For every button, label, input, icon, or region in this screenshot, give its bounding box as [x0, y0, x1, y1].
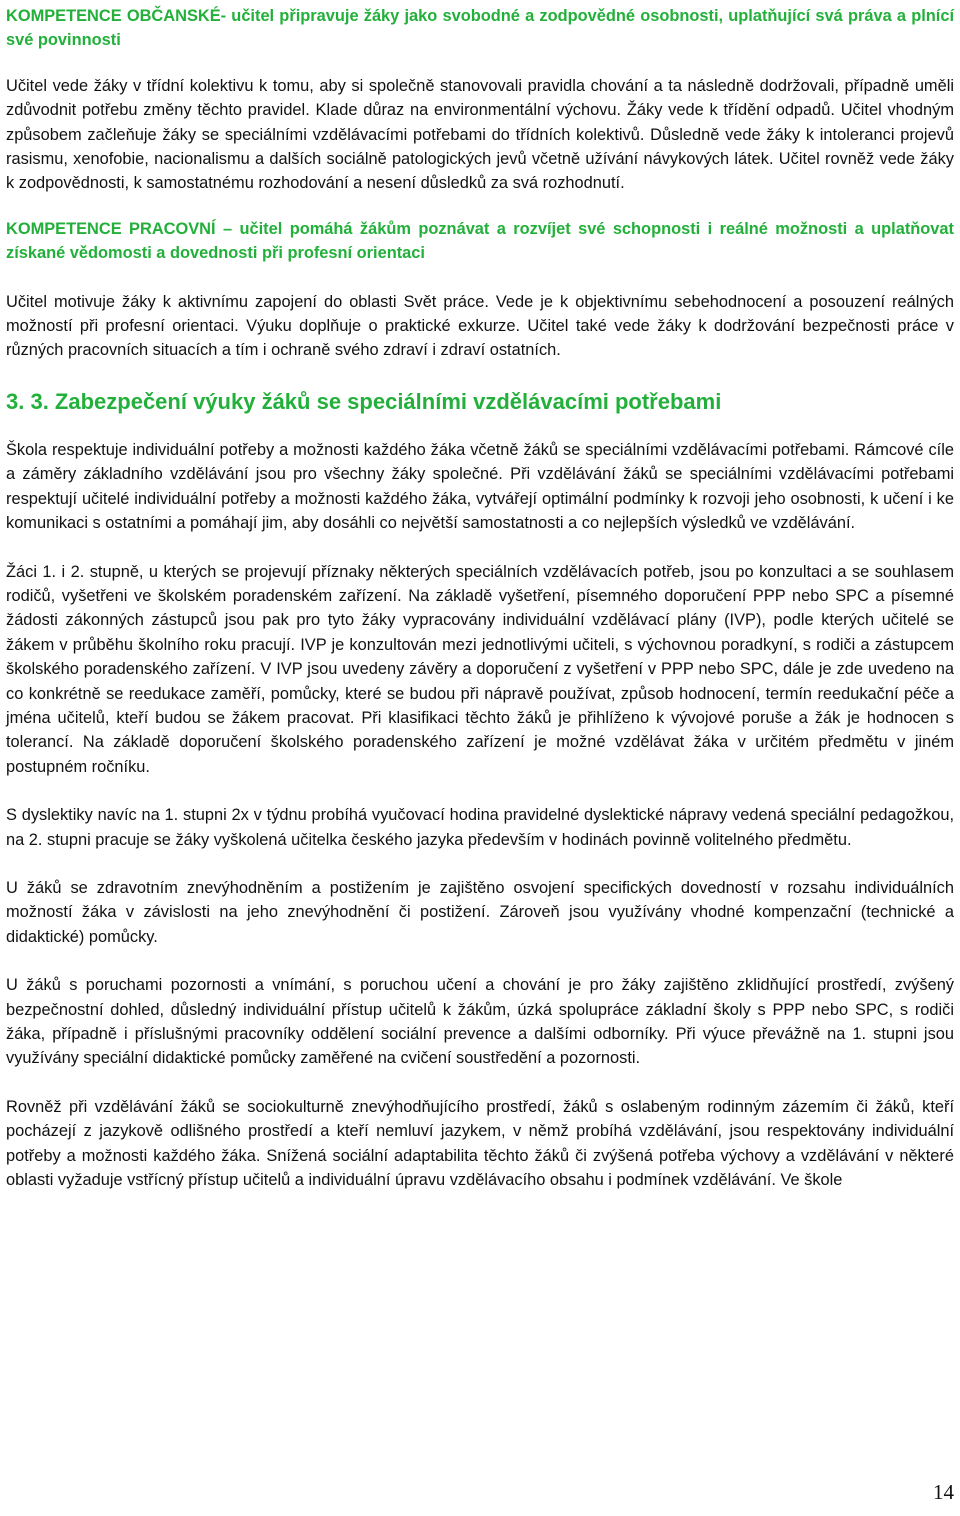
paragraph: U žáků s poruchami pozornosti a vnímání, s poruchou učení a chování je pro žáky zajištěno zklidňující prostředí, zvýšený bezpečnostní dohled, důsledný individuální přístup učitelů k žákům, úzká spolupráce základní školy s PPP nebo SPC, s rodiči žáka, případně i příslušnými pracovníky oddělení sociální prevence a dalšími odborníky. Při výuce převážně na 1. stupni jsou využívány speciální didaktické pomůcky zaměřené na cvičení soustředění a pozornosti.	[6, 976, 954, 1068]
paragraph: Škola respektuje individuální potřeby a možnosti každého žáka včetně žáků se speciálními vzdělávacími potřebami. Rámcové cíle a záměry základního vzdělávání jsou pro všechny žáky společné. Při vzdělávání žáků se speciálními vzdělávacími potřebami respektují učitelé individuální potřeby a možnosti každého žáka, vytvářejí optimální podmínky k rozvoji jeho osobnosti, k učení i ke komunikaci s ostatními a pomáhají jim, aby dosáhli co největší samostatnosti a co nejlepších výsledků ve vzdělávání.	[6, 440, 954, 533]
kompetence-obcanske-text: Učitel vede žáky v třídní kolektivu k tomu, aby si společně stanovovali pravidla chování a ta následně dodržovali, případně uměli zdůvodnit potřebu změny těchto pravidel. Klade důraz na environmentální výchovu. Žáky vede k třídění odpadů. Učitel vhodným způsobem začleňuje žáky se speciálními vzdělávacími potřebami do třídních kolektivů. Důsledně vede žáky k intoleranci projevů rasismu, xenofobie, nacionalismu a dalších sociálně patologických jevů včetně užívání návykových látek. Učitel rovněž vede žáky k zodpovědnosti, k samostatnému rozhodování a nesení důsledků za svá rozhodnutí.	[6, 76, 954, 193]
kompetence-pracovni-text: Učitel motivuje žáky k aktivnímu zapojení do oblasti Svět práce. Vede je k objektivnímu sebehodnocení a posouzení reálných možností při profesní orientaci. Výuku doplňuje o praktické exkurze. Učitel také vede žáky k dodržování bezpečnosti práce v různých pracovních situacích a tím i ochraně svého zdraví i zdraví ostatních.	[6, 292, 954, 360]
document-page	[6, 4, 954, 1192]
paragraph: Žáci 1. i 2. stupně, u kterých se projevují příznaky některých speciálních vzdělávacích potřeb, jsou po konzultaci a se souhlasem rodičů, vyšetřeni ve školském poradenském zařízení. Na základě vyšetření, písemného doporučení PPP nebo SPC a písemné žádosti zákonných zástupců jsou pak pro tyto žáky vypracovány individuální vzdělávací plány (IVP), podle kterých učitelé se žákem v průběhu školního roku pracují. IVP je konzultován mezi jednotlivými učiteli, s výchovnou poradkyní, s rodiči a zástupcem školského poradenského zařízení. V IVP jsou uvedeny závěry a doporučení z vyšetření v PPP nebo SPC, dále je zde uvedeno na co konkrétně se reedukace zaměří, pomůcky, které se budou při nápravě používat, způsob hodnocení, termín reedukační péče a jména učitelů, kteří budou se žákem pracovat. Při klasifikaci těchto žáků je přihlíženo k vývojové poruše a žák je hodnocen s tolerancí. Na základě doporučení školského poradenského zařízení je možné vzdělávat žáka v určitém předmětu v jiném postupném ročníku.	[6, 562, 954, 776]
paragraph: U žáků se zdravotním znevýhodněním a postižením je zajištěno osvojení specifických dovedností v rozsahu individuálních možností žáka v závislosti na jeho znevýhodnění či postižení. Zároveň jsou využívány vhodné kompenzační (technické a didaktické) pomůcky.	[6, 878, 954, 946]
section-title: 3. 3. Zabezpečení výuky žáků se speciálními vzdělávacími potřebami	[6, 388, 722, 414]
page-number: 14	[933, 1480, 954, 1504]
kompetence-pracovni-heading: KOMPETENCE PRACOVNÍ – učitel pomáhá žákům poznávat a rozvíjet své schopnosti i reálné možnosti a uplatňovat získané vědomosti a dovednosti při profesní orientaci	[6, 219, 954, 263]
kompetence-obcanske-heading: KOMPETENCE OBČANSKÉ- učitel připravuje žáky jako svobodné a zodpovědné osobnosti, uplatňující svá práva a plnící své povinnosti	[6, 7, 954, 50]
paragraph: S dyslektiky navíc na 1. stupni 2x v týdnu probíhá vyučovací hodina pravidelné dyslektické nápravy vedená speciální pedagožkou, na 2. stupni pracuje se žáky vyškolená učitelka českého jazyka především v hodinách povinně volitelného předmětu.	[6, 806, 954, 849]
paragraph: Rovněž při vzdělávání žáků se sociokulturně znevýhodňujícího prostředí, žáků s oslabeným rodinným zázemím či žáků, kteří pocházejí z jazykově odlišného prostředí a kteří nemluví jazykem, v němž probíhá vzdělávání, jsou respektovány individuální potřeby a možnosti každého žáka. Snížená sociální adaptabilita těchto žáků či zvýšená potřeba výchovy a vzdělávání v některé oblasti vyžaduje vstřícný přístup učitelů a individuální úpravu vzdělávacího obsahu i podmínek vzdělávání. Ve škole	[6, 1097, 954, 1190]
